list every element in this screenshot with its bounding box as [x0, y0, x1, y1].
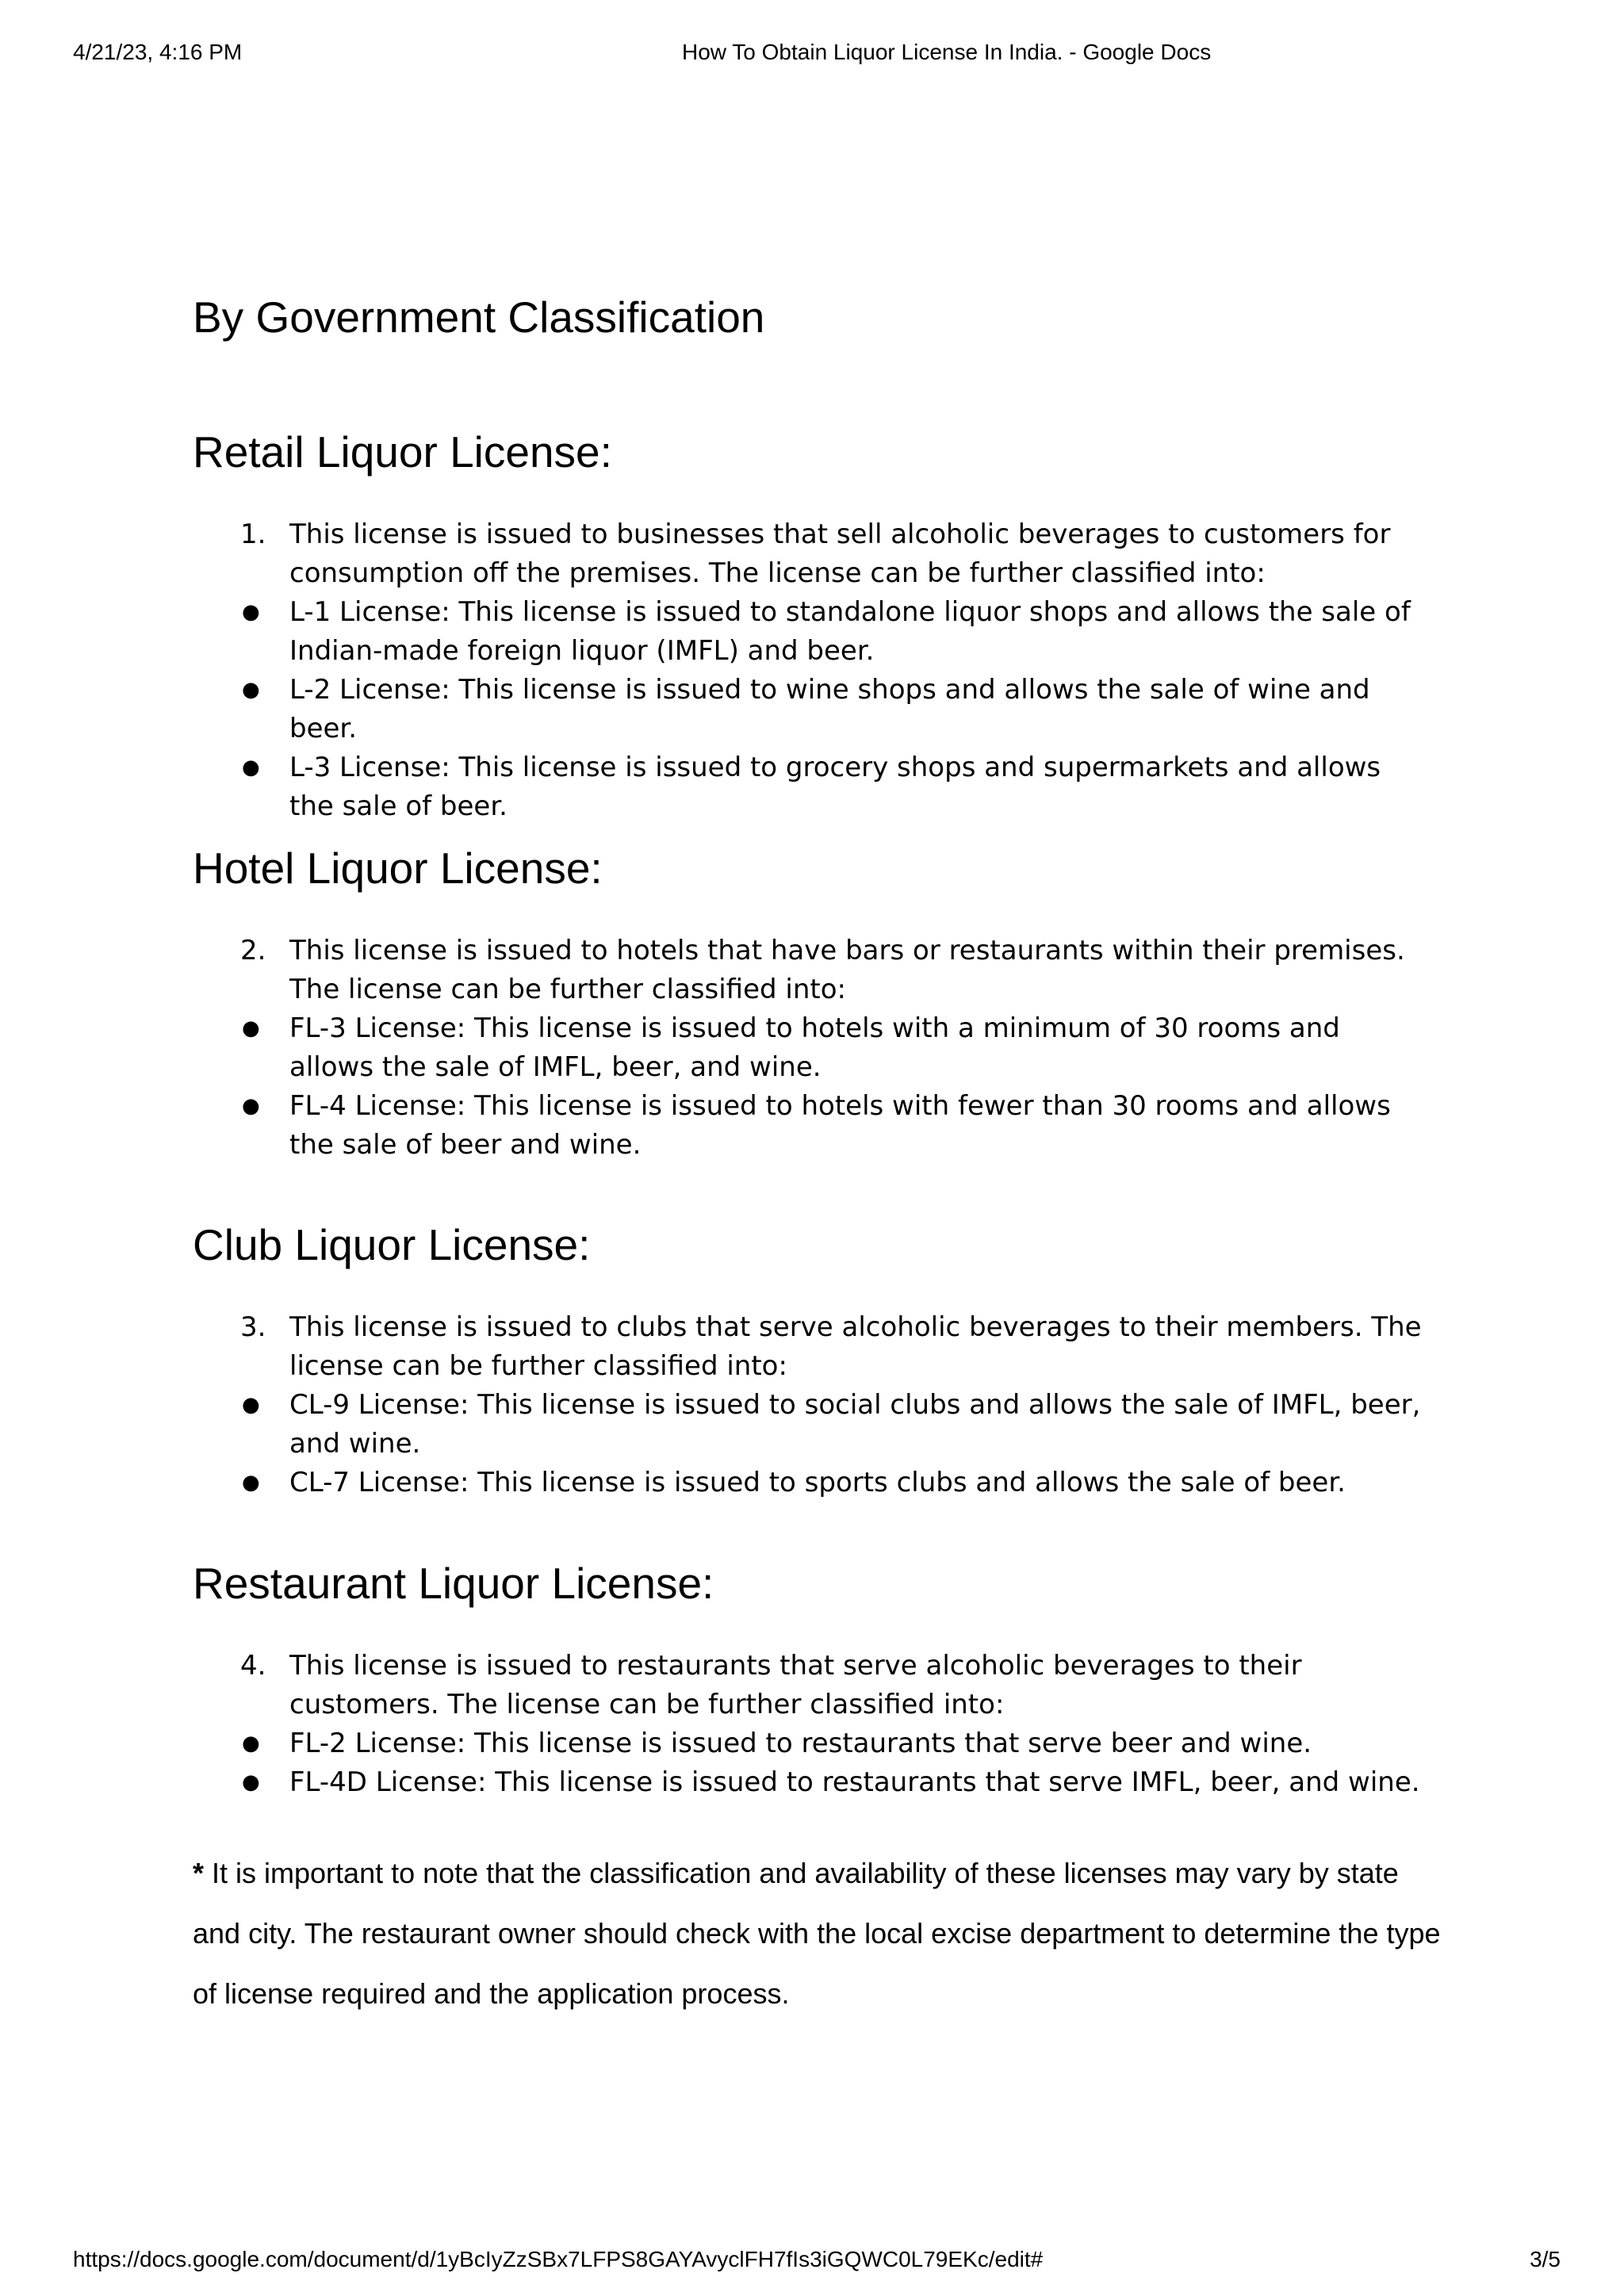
section-list-club: [193, 1308, 1446, 1502]
bullet-item: [193, 1763, 1431, 1802]
bullet-item: [193, 671, 1431, 748]
section-title-retail: Retail Liquor License:: [193, 427, 612, 476]
list-item-text: This license is issued to businesses that sell alcoholic beverages to customers for consumption off the premises. The license can be further classified into:: [289, 519, 1391, 589]
bullet-icon: ●: [242, 1016, 260, 1040]
section-list-hotel: [193, 932, 1446, 1165]
list-item-text: CL-7 License: This license is issued to sports clubs and allows the sale of beer.: [289, 1467, 1346, 1498]
print-datetime: 4/21/23, 4:16 PM: [73, 40, 243, 64]
bullet-icon: ●: [242, 1732, 260, 1755]
list-item-text: This license is issued to hotels that have bars or restaurants within their premises. The license can be further classified into:: [289, 935, 1405, 1005]
list-item-text: L-2 License: This license is issued to wine shops and allows the sale of wine and beer.: [289, 674, 1370, 744]
note-text: It is important to note that the classification and availability of these licenses may vary by state and city. The restaurant owner should check with the local excise department to determine the type of license required and the application process.: [193, 1857, 1441, 2010]
list-number: 2.: [240, 935, 266, 966]
bullet-item: [193, 1724, 1431, 1763]
list-number: 3.: [240, 1311, 266, 1343]
section-title-hotel: Hotel Liquor License:: [193, 844, 603, 893]
list-number: 4.: [240, 1650, 266, 1682]
print-url: https://docs.google.com/document/d/1yBcIyZzSBx7LFPS8GAYAvyclFH7fIs3iGQWC0L79EKc/edit#: [73, 2247, 1044, 2271]
list-item-text: FL-4 License: This license is issued to hotels with fewer than 30 rooms and allows the sale of beer and wine.: [289, 1090, 1391, 1161]
numbered-item: [193, 1308, 1431, 1386]
section-list-restaurant: [193, 1647, 1446, 1802]
bullet-item: [193, 593, 1431, 671]
print-page-number: 3/5: [1530, 2247, 1561, 2271]
bullet-item: [193, 1386, 1431, 1464]
bullet-icon: ●: [242, 1393, 260, 1417]
note-asterisk: *: [193, 1857, 205, 1889]
list-item-text: L-3 License: This license is issued to grocery shops and supermarkets and allows the sale of beer.: [289, 752, 1381, 822]
bullet-item: [193, 748, 1431, 826]
document-heading: By Government Classification: [193, 293, 765, 342]
list-item-text: FL-2 License: This license is issued to restaurants that serve beer and wine.: [289, 1728, 1312, 1759]
bullet-icon: ●: [242, 1094, 260, 1118]
list-item-text: L-1 License: This license is issued to standalone liquor shops and allows the sale of Indian-made foreign liquor (IMFL) and beer.: [289, 596, 1411, 667]
list-item-text: This license is issued to clubs that serve alcoholic beverages to their members. The license can be further classified into:: [289, 1311, 1422, 1382]
list-item-text: CL-9 License: This license is issued to social clubs and allows the sale of IMFL, beer, and wine.: [289, 1389, 1421, 1460]
bullet-item: [193, 1009, 1431, 1087]
bullet-icon: ●: [242, 1471, 260, 1494]
print-header: [0, 36, 1624, 68]
section-list-retail: [193, 515, 1446, 826]
bullet-icon: ●: [242, 756, 260, 779]
list-item-text: FL-3 License: This license is issued to hotels with a minimum of 30 rooms and allows the sale of IMFL, beer, and wine.: [289, 1012, 1340, 1083]
bullet-item: [193, 1464, 1431, 1502]
numbered-item: [193, 515, 1431, 593]
print-doc-title: How To Obtain Liquor License In India. - Google Docs: [682, 40, 1212, 64]
bullet-item: [193, 1087, 1431, 1165]
bullet-icon: ●: [242, 1770, 260, 1794]
section-title-club: Club Liquor License:: [193, 1220, 591, 1269]
section-title-restaurant: Restaurant Liquor License:: [193, 1559, 714, 1608]
numbered-item: [193, 932, 1431, 1009]
print-footer: [0, 2244, 1624, 2275]
closing-note: [193, 1843, 1446, 2024]
numbered-item: [193, 1647, 1431, 1724]
bullet-icon: ●: [242, 678, 260, 702]
list-item-text: This license is issued to restaurants that serve alcoholic beverages to their customers. The license can be further classified into:: [289, 1650, 1302, 1720]
list-item-text: FL-4D License: This license is issued to restaurants that serve IMFL, beer, and wine.: [289, 1766, 1420, 1798]
list-number: 1.: [240, 519, 266, 550]
bullet-icon: ●: [242, 600, 260, 624]
